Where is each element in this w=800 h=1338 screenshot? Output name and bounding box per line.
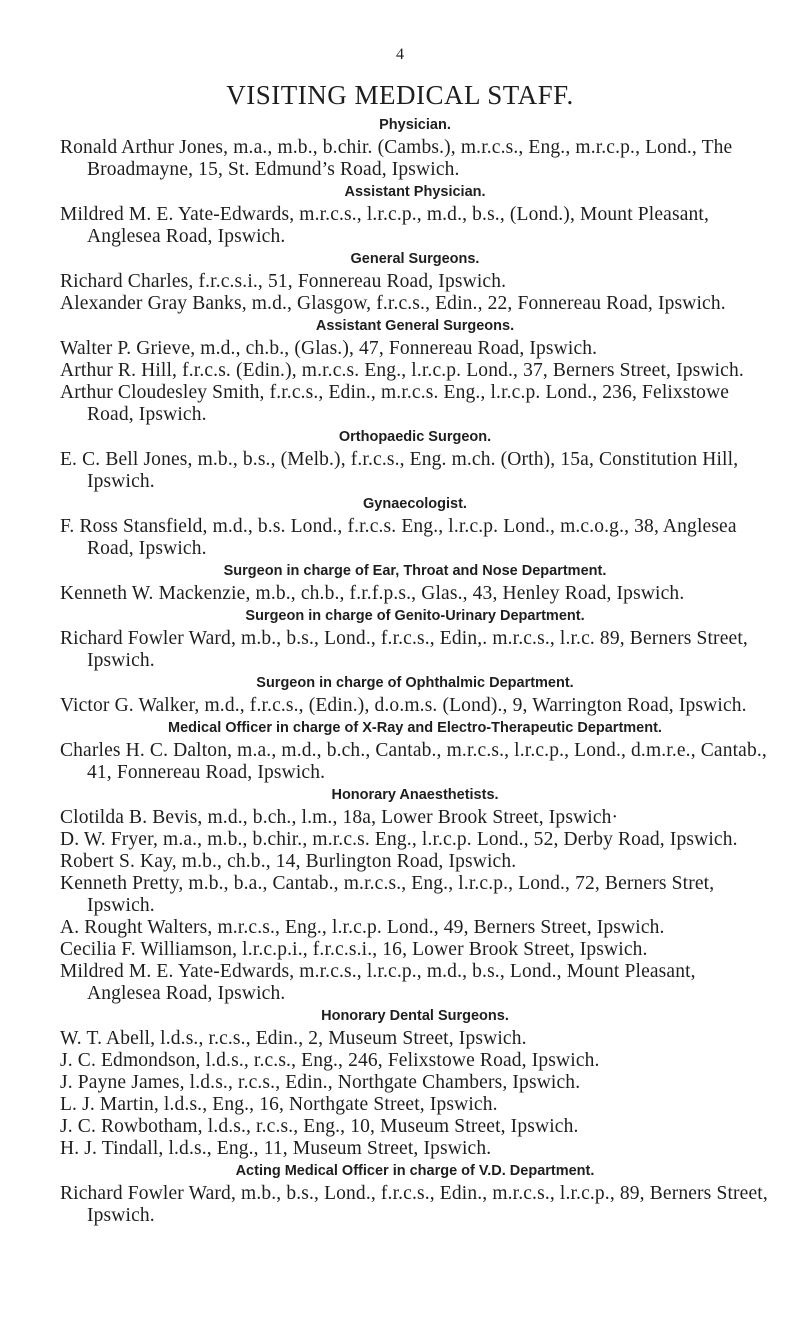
staff-entry: H. J. Tindall, l.d.s., Eng., 11, Museum Street, Ipswich. bbox=[60, 1138, 492, 1159]
staff-entry: A. Rought Walters, m.r.c.s., Eng., l.r.c.p. Lond., 49, Berners Street, Ipswich. bbox=[60, 917, 665, 938]
staff-entry: D. W. Fryer, m.a., m.b., b.chir., m.r.c.s. Eng., l.r.c.p. Lond., 52, Derby Road, Ipswich. bbox=[60, 829, 738, 850]
page-title: VISITING MEDICAL STAFF. bbox=[226, 80, 574, 110]
section-heading: Assistant Physician. bbox=[344, 184, 486, 200]
staff-entry: Mildred M. E. Yate-Edwards, m.r.c.s., l.r.c.p., m.d., b.s., Lond., Mount Pleasant, Anglesea Road, Ipswich. bbox=[60, 961, 696, 1004]
staff-entry: Clotilda B. Bevis, m.d., b.ch., l.m., 18a, Lower Brook Street, Ipswich· bbox=[60, 807, 619, 828]
section-heading: Orthopaedic Surgeon. bbox=[338, 429, 492, 445]
staff-entry: Kenneth W. Mackenzie, m.b., ch.b., f.r.f.p.s., Glas., 43, Henley Road, Ipswich. bbox=[60, 583, 685, 604]
staff-entry: J. C. Rowbotham, l.d.s., r.c.s., Eng., 10, Museum Street, Ipswich. bbox=[60, 1116, 579, 1137]
section-heading: Physician. bbox=[379, 117, 451, 133]
staff-list bbox=[60, 114, 770, 1227]
staff-entry: Ronald Arthur Jones, m.a., m.b., b.chir. (Cambs.), m.r.c.s., Eng., m.r.c.p., Lond., The Broadmayne, 15, St. Edmund’s Road, Ipswich. bbox=[60, 137, 733, 180]
staff-entry: Kenneth Pretty, m.b., b.a., Cantab., m.r.c.s., Eng., l.r.c.p., Lond., 72, Berners Stret, Ipswich. bbox=[60, 873, 715, 916]
section-heading: Medical Officer in charge of X-Ray and Electro-Therapeutic Department. bbox=[168, 720, 662, 736]
section-heading: Acting Medical Officer in charge of V.D. Department. bbox=[235, 1163, 595, 1179]
staff-entry: Richard Fowler Ward, m.b., b.s., Lond., f.r.c.s., Edin., m.r.c.s., l.r.c.p., 89, Berners Street, Ipswich. bbox=[60, 1183, 768, 1226]
staff-entry: Arthur Cloudesley Smith, f.r.c.s., Edin., m.r.c.s. Eng., l.r.c.p. Lond., 236, Felixstowe Road, Ipswich. bbox=[60, 382, 730, 425]
section-heading: Surgeon in charge of Ophthalmic Department. bbox=[256, 675, 574, 691]
section-heading: Honorary Dental Surgeons. bbox=[321, 1008, 509, 1024]
staff-entry: J. C. Edmondson, l.d.s., r.c.s., Eng., 246, Felixstowe Road, Ipswich. bbox=[60, 1050, 600, 1071]
staff-entry: Charles H. C. Dalton, m.a., m.d., b.ch., Cantab., m.r.c.s., l.r.c.p., Lond., d.m.r.e., Cantab., 41, Fonnereau Road, Ipswich. bbox=[60, 740, 767, 783]
page-number: 4 bbox=[396, 46, 404, 63]
staff-entry: Victor G. Walker, m.d., f.r.c.s., (Edin.), d.o.m.s. (Lond)., 9, Warrington Road, Ipswich. bbox=[60, 695, 747, 716]
staff-entry: W. T. Abell, l.d.s., r.c.s., Edin., 2, Museum Street, Ipswich. bbox=[60, 1028, 527, 1049]
staff-entry: F. Ross Stansfield, m.d., b.s. Lond., f.r.c.s. Eng., l.r.c.p. Lond., m.c.o.g., 38, Anglesea Road, Ipswich. bbox=[60, 516, 737, 559]
staff-entry: J. Payne James, l.d.s., r.c.s., Edin., Northgate Chambers, Ipswich. bbox=[60, 1072, 581, 1093]
staff-entry: L. J. Martin, l.d.s., Eng., 16, Northgate Street, Ipswich. bbox=[60, 1094, 498, 1115]
staff-entry: E. C. Bell Jones, m.b., b.s., (Melb.), f.r.c.s., Eng. m.ch. (Orth), 15a, Constitution Hill, Ipswich. bbox=[60, 449, 739, 492]
staff-entry: Cecilia F. Williamson, l.r.c.p.i., f.r.c.s.i., 16, Lower Brook Street, Ipswich. bbox=[60, 939, 648, 960]
staff-entry: Robert S. Kay, m.b., ch.b., 14, Burlington Road, Ipswich. bbox=[60, 851, 517, 872]
section-heading: General Surgeons. bbox=[350, 251, 480, 267]
staff-entry: Richard Fowler Ward, m.b., b.s., Lond., f.r.c.s., Edin,. m.r.c.s., l.r.c. 89, Berners Street, Ipswich. bbox=[60, 628, 748, 671]
section-heading: Surgeon in charge of Ear, Throat and Nose Department. bbox=[223, 563, 607, 579]
staff-entry: Mildred M. E. Yate-Edwards, m.r.c.s., l.r.c.p., m.d., b.s., (Lond.), Mount Pleasant, Anglesea Road, Ipswich. bbox=[60, 204, 709, 247]
staff-entry: Walter P. Grieve, m.d., ch.b., (Glas.), 47, Fonnereau Road, Ipswich. bbox=[60, 338, 598, 359]
staff-entry: Alexander Gray Banks, m.d., Glasgow, f.r.c.s., Edin., 22, Fonnereau Road, Ipswich. bbox=[60, 293, 726, 314]
staff-entry: Richard Charles, f.r.c.s.i., 51, Fonnereau Road, Ipswich. bbox=[60, 271, 507, 292]
staff-entry: Arthur R. Hill, f.r.c.s. (Edin.), m.r.c.s. Eng., l.r.c.p. Lond., 37, Berners Street, Ipswich. bbox=[60, 360, 744, 381]
section-heading: Assistant General Surgeons. bbox=[315, 318, 515, 334]
section-heading: Surgeon in charge of Genito-Urinary Department. bbox=[245, 608, 585, 624]
section-heading: Gynaecologist. bbox=[363, 496, 467, 512]
section-heading: Honorary Anaesthetists. bbox=[331, 787, 499, 803]
